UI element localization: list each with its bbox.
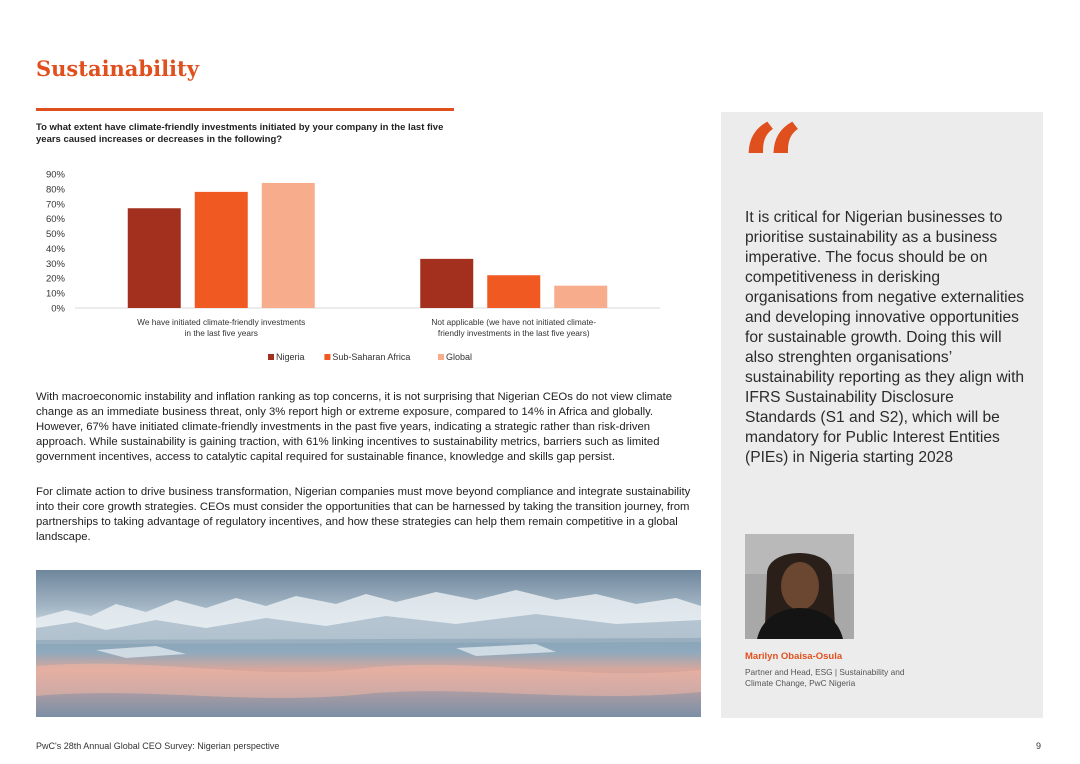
legend-label: Nigeria — [276, 352, 305, 362]
y-tick-label: 30% — [45, 258, 65, 270]
y-tick-label: 40% — [45, 243, 65, 255]
body-paragraph-2: For climate action to drive business transformation, Nigerian companies must move beyond compliance and integrate sustainability into their core growth strategies. CEOs must consider the opportunities that can be harnessed by taking the transition journey, from partnerships to taking advantage of regulatory incentives, and how these strategies can help them remain competitive in a global landscape. — [36, 486, 691, 543]
y-tick-label: 10% — [45, 288, 65, 300]
y-tick-label: 50% — [45, 229, 65, 241]
bar-global — [262, 183, 315, 308]
bar-chart — [30, 162, 670, 372]
bar-nigeria — [420, 259, 473, 308]
bar-global — [554, 286, 607, 308]
y-tick-label: 90% — [45, 169, 65, 181]
y-tick-label: 70% — [45, 199, 65, 211]
legend-swatch — [268, 354, 274, 360]
legend-label: Sub-Saharan Africa — [332, 352, 411, 362]
page-title: Sustainability — [36, 56, 199, 81]
quote-text: It is critical for Nigerian businesses to prioritise sustainability as a business imperative. The focus should be on competitiveness in derisking organisations from negative externalities and developing innovative opportunities for sustainable growth. Doing this will also strenghten organisations’ sustainability reporting as they align with IFRS Sustainability Disclosure Standards (S1 and S2), which will be mandatory for Public Interest Entities (PIEs) in Nigeria starting 2028 — [745, 209, 1025, 466]
body-paragraph-1: With macroeconomic instability and inflation ranking as top concerns, it is not surprising that Nigerian CEOs do not view climate change as an immediate business threat, only 3% report high or extreme exposure, compared to 14% in Africa and globally. However, 67% have initiated climate-friendly investments in the past five years, indicating a strategic rather than risk-driven approach. While sustainability is gaining traction, with 61% linking incentives to sustainability metrics, barriers such as limited government incentives, access to catalytic capital required for sustainable finance, knowledge and skills gap persist. — [36, 391, 673, 463]
glacier-lagoon-photo — [36, 570, 701, 717]
bar-sub-saharan-africa — [487, 275, 540, 308]
chart-question: To what extent have climate-friendly investments initiated by your company in the last five years caused increases or decreases in the following? — [36, 122, 444, 145]
category-label: friendly investments in the last five years) — [437, 328, 590, 338]
legend-label: Global — [446, 352, 473, 362]
legend-swatch — [324, 354, 330, 360]
y-tick-label: 20% — [45, 273, 65, 285]
y-tick-label: 0% — [51, 303, 65, 315]
y-tick-label: 60% — [45, 214, 65, 226]
person-role: Partner and Head, ESG | Sustainability and Climate Change, PwC Nigeria — [745, 667, 905, 688]
category-label: We have initiated climate-friendly investments — [137, 317, 306, 327]
quote-mark-icon: “ — [741, 100, 805, 229]
quote-panel — [721, 100, 1043, 718]
y-tick-label: 80% — [45, 184, 65, 196]
footer-publication: PwC's 28th Annual Global CEO Survey: Nigerian perspective — [36, 741, 280, 751]
bar-sub-saharan-africa — [195, 192, 248, 308]
page-number: 9 — [1036, 741, 1042, 751]
title-underline — [36, 108, 454, 111]
legend-swatch — [438, 354, 444, 360]
bar-nigeria — [128, 208, 181, 308]
category-label: Not applicable (we have not initiated climate- — [431, 317, 597, 327]
person-photo — [745, 534, 854, 639]
person-name: Marilyn Obaisa-Osula — [745, 651, 843, 662]
category-label: in the last five years — [184, 328, 258, 338]
